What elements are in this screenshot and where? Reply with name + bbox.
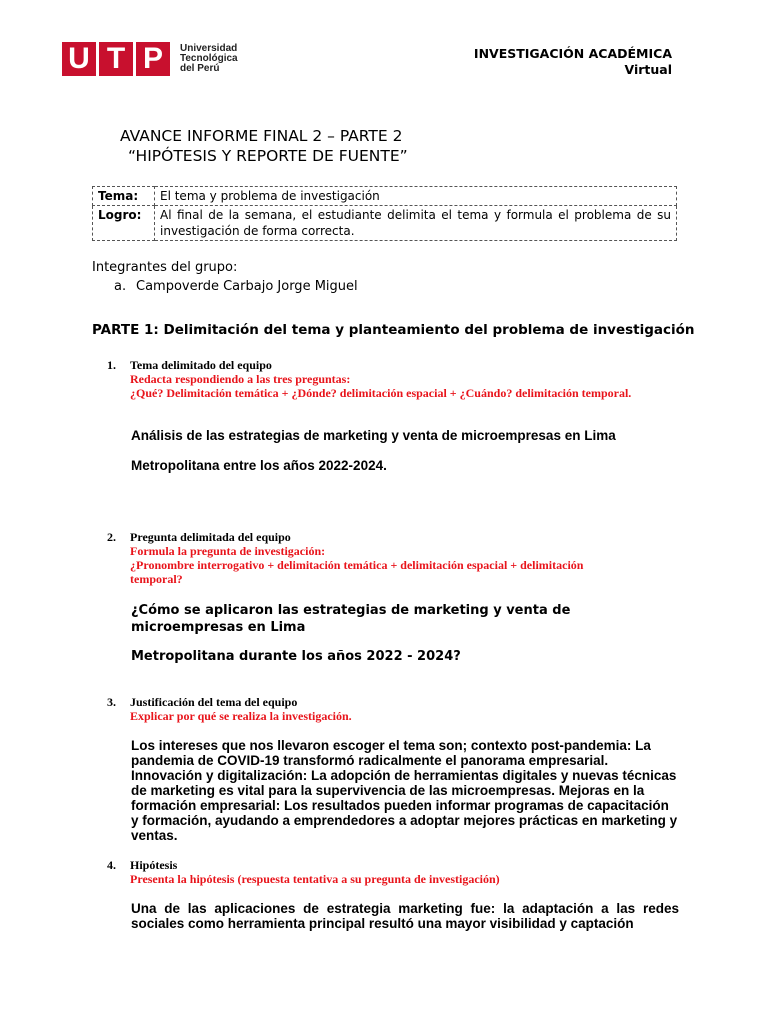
title-line-1: AVANCE INFORME FINAL 2 – PARTE 2 [120, 127, 403, 145]
section-instruction: Formula la pregunta de investigación: [130, 544, 326, 558]
section-1 [107, 358, 670, 400]
section-instruction: ¿Pronombre interrogativo + delimitación temática + delimitación espacial + delimitación temporal? [130, 558, 584, 586]
section-instruction: Presenta la hipótesis (respuesta tentativa a su pregunta de investigación) [130, 872, 500, 886]
answer-line: Análisis de las estrategias de marketing y venta de microempresas en Lima [131, 428, 616, 443]
logro-value: Al final de la semana, el estudiante delimita el tema y formula el problema de su investigación de forma correcta. [155, 206, 677, 241]
logo-letter-p: P [136, 42, 170, 76]
section-3-answer: Los intereses que nos llevaron escoger el tema son; contexto post-pandemia: La pandemia de COVID-19 transformó radicalmente el panorama empresarial. Innovación y digitalización: La adopción de herramientas digitales y nuevas técnicas de marketing es vital para la supervivencia de las microempresas. Mejoras en la formación empresarial: Los resultados pueden informar programas de capacitación y formación, ayudando a emprendedores a adoptar mejores prácticas en marketing y ventas. [131, 738, 678, 843]
section-number: 4. [107, 858, 116, 872]
section-heading: Pregunta delimitada del equipo [130, 530, 291, 544]
section-4 [107, 858, 670, 886]
answer-line: Metropolitana entre los años 2022-2024. [131, 458, 387, 473]
section-heading: Justificación del tema del equipo [130, 695, 298, 709]
tema-value: El tema y problema de investigación [155, 187, 677, 206]
section-heading: Tema delimitado del equipo [130, 358, 272, 372]
member-name: Campoverde Carbajo Jorge Miguel [136, 279, 358, 294]
document-title [120, 126, 408, 166]
list-item [92, 277, 358, 296]
logro-label: Logro: [93, 206, 155, 241]
answer-line: ¿Cómo se aplicaron las estrategias de marketing y venta de microempresas en Lima [131, 603, 571, 635]
logo-letter-t: T [99, 42, 133, 76]
info-table [92, 186, 677, 241]
section-1-answer [131, 428, 679, 474]
course-header [474, 46, 672, 78]
member-marker: a. [114, 279, 127, 294]
section-3 [107, 695, 670, 723]
part1-heading: PARTE 1: Delimitación del tema y planteamiento del problema de investigación [92, 322, 695, 338]
section-2 [107, 530, 670, 586]
course-mode: Virtual [624, 62, 672, 77]
section-number: 3. [107, 695, 116, 709]
section-number: 2. [107, 530, 116, 544]
section-4-answer: Una de las aplicaciones de estrategia marketing fue: la adaptación a las redes sociales como herramienta principal resultó una mayor visibilidad y captación [131, 901, 679, 931]
tema-label: Tema: [93, 187, 155, 206]
section-heading: Hipótesis [130, 858, 178, 872]
section-instruction: Explicar por qué se realiza la investigación. [130, 709, 352, 723]
utp-logo [62, 42, 238, 76]
logo-university-name: Universidad Tecnológica del Perú [180, 43, 238, 74]
group-members [92, 258, 358, 296]
section-number: 1. [107, 358, 116, 372]
title-line-2: “HIPÓTESIS Y REPORTE DE FUENTE” [128, 147, 408, 165]
course-name: INVESTIGACIÓN ACADÉMICA [473, 46, 672, 61]
section-2-answer [131, 602, 679, 665]
table-row [93, 187, 677, 206]
members-heading: Integrantes del grupo: [92, 260, 238, 275]
section-instruction: Redacta respondiendo a las tres preguntas: [130, 372, 351, 386]
logo-letter-u: U [62, 42, 96, 76]
table-row [93, 206, 677, 241]
section-instruction: ¿Qué? Delimitación temática + ¿Dónde? delimitación espacial + ¿Cuándo? delimitación temporal. [130, 386, 632, 400]
answer-line: Metropolitana durante los años 2022 - 2024? [131, 649, 461, 664]
